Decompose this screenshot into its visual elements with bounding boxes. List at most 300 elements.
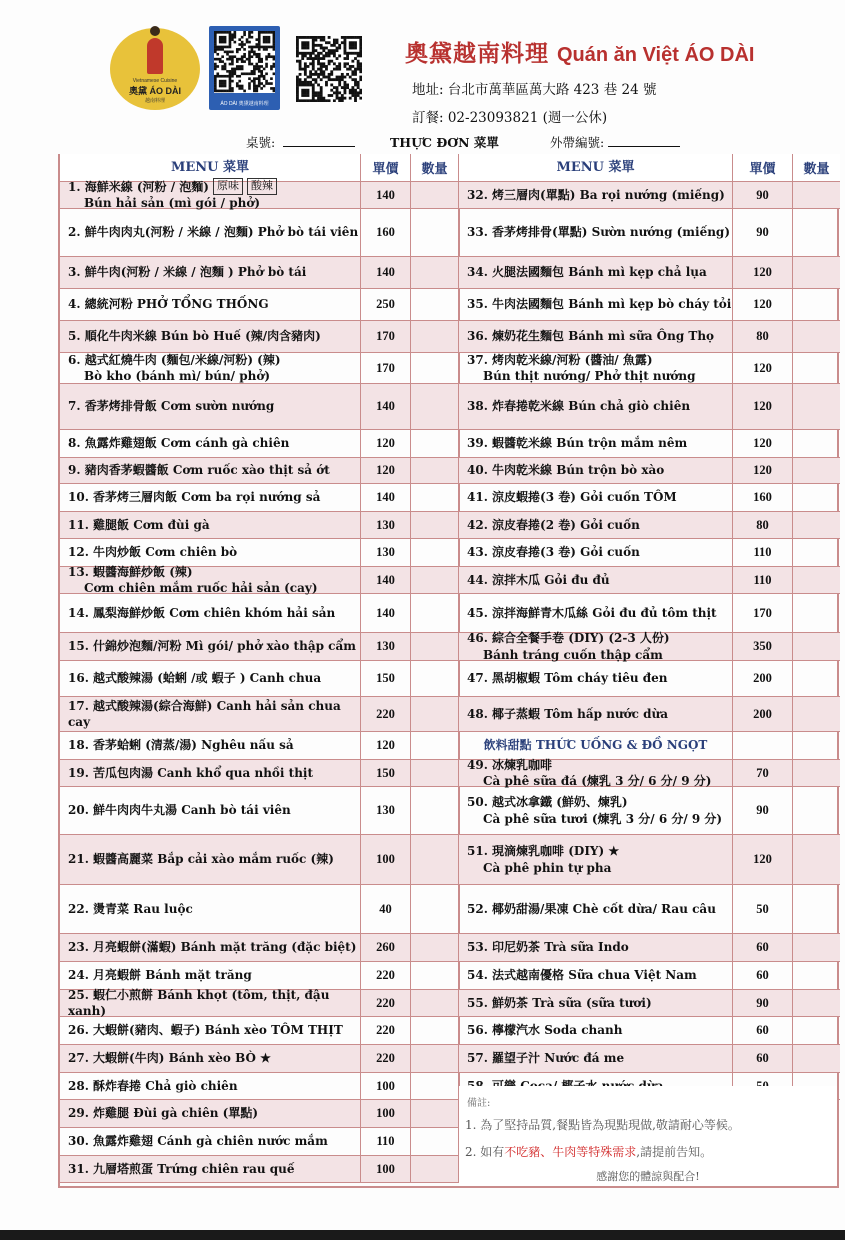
quantity-cell[interactable] <box>411 458 460 483</box>
quantity-cell[interactable] <box>411 633 460 660</box>
quantity-cell[interactable] <box>411 430 460 457</box>
note-2 <box>465 1143 712 1160</box>
second-qr-code[interactable] <box>296 36 362 102</box>
menu-item-row <box>60 1017 460 1045</box>
quantity-cell[interactable] <box>793 885 840 933</box>
quantity-cell[interactable] <box>793 697 840 731</box>
menu-item-row <box>60 633 460 661</box>
item-name <box>60 1017 361 1044</box>
menu-item-row <box>60 787 460 835</box>
item-name <box>60 1100 361 1127</box>
quantity-cell[interactable] <box>411 835 460 884</box>
item-line: 33. 香茅烤排骨(單點) Sườn nướng (miếng) <box>467 225 730 240</box>
qr-caption: ÁO DÀI 奧黛越南料理 <box>220 101 269 107</box>
item-line: 51. 現滴煉乳咖啡 (DIY) ★ <box>467 844 620 859</box>
quantity-cell[interactable] <box>793 321 840 352</box>
menu-item-row <box>459 257 840 289</box>
item-line: Bánh tráng cuốn thập cẩm <box>483 647 663 662</box>
quantity-cell[interactable] <box>793 633 840 660</box>
quantity-cell[interactable] <box>411 661 460 696</box>
quantity-cell[interactable] <box>793 209 840 256</box>
quantity-cell[interactable] <box>793 962 840 989</box>
item-price: 50 <box>733 885 793 933</box>
menu-item-row <box>60 209 460 257</box>
item-price: 單價 <box>361 154 411 181</box>
quantity-cell[interactable] <box>411 1017 460 1044</box>
quantity-cell[interactable] <box>793 384 840 429</box>
item-price: 170 <box>361 321 411 352</box>
menu-item-row <box>60 1045 460 1073</box>
menu-item-row <box>60 1128 460 1156</box>
item-price: 130 <box>361 539 411 566</box>
restaurant-logo <box>110 28 200 110</box>
menu-item-row <box>60 289 460 321</box>
menu-item-row <box>60 1073 460 1100</box>
item-name <box>459 787 733 834</box>
item-name <box>459 458 733 483</box>
table-number-field[interactable] <box>246 133 355 151</box>
item-price: 170 <box>361 353 411 383</box>
quantity-cell[interactable] <box>793 353 840 383</box>
menu-item-row <box>60 760 460 787</box>
qr-code-icon <box>296 36 362 102</box>
quantity-cell[interactable] <box>411 257 460 288</box>
item-line: 10. 香茅烤三層肉飯 Cơm ba rọi nướng sả <box>68 490 321 505</box>
quantity-cell[interactable] <box>411 962 460 989</box>
phone: 訂餐: 02-23093821 (週一公休) <box>412 110 608 126</box>
item-line: Bún hải sản (mì gói / phở) <box>84 196 261 211</box>
item-name <box>60 697 361 731</box>
menu-item-row <box>60 987 460 1018</box>
item-price: 120 <box>733 835 793 884</box>
menu-item-row <box>459 990 840 1017</box>
column-header-qty: 數量 <box>411 154 460 181</box>
menu-heading: THỰC ĐƠN 菜單 <box>390 135 499 150</box>
logo-subtitle: 越南料理 <box>144 98 165 104</box>
item-price: 60 <box>733 1045 793 1072</box>
menu-item-row <box>459 353 840 384</box>
quantity-cell[interactable] <box>793 484 840 511</box>
menu-item-row <box>459 885 840 934</box>
item-name <box>60 760 361 786</box>
quantity-cell[interactable] <box>411 1156 460 1182</box>
item-name <box>60 209 361 256</box>
takeout-number-field[interactable] <box>550 133 680 151</box>
quantity-cell[interactable] <box>411 209 460 256</box>
item-price: 90 <box>733 209 793 256</box>
item-name <box>459 885 733 933</box>
item-name <box>60 512 361 538</box>
item-line: Cà phê phin tự pha <box>483 860 612 875</box>
item-line: 45. 涼拌海鮮青木瓜絲 Gỏi đu đủ tôm thịt <box>467 605 717 620</box>
item-price: 110 <box>733 567 793 593</box>
menu-item-row <box>459 458 840 484</box>
item-line: 7. 香茅烤排骨飯 Cơm sườn nướng <box>68 399 275 414</box>
quantity-cell[interactable] <box>793 661 840 696</box>
menu-item-row <box>459 962 840 990</box>
item-line: 飲料甜點 THỨC UỐNG & ĐỒ NGỌT <box>483 738 708 753</box>
item-line: 30. 魚露炸雞翅 Cánh gà chiên nước mắm <box>68 1134 328 1149</box>
item-name <box>459 697 733 731</box>
item-line: 49. 冰煉乳咖啡 <box>467 757 553 772</box>
item-line: 32. 烤三層肉(單點) Ba rọi nướng (miếng) <box>467 187 725 202</box>
item-name <box>459 835 733 884</box>
title-chinese: 奧黛越南料理 <box>405 40 549 67</box>
menu-item-row <box>60 257 460 289</box>
item-name <box>459 484 733 511</box>
item-name <box>459 567 733 593</box>
notes-label: 備註: <box>467 1098 491 1109</box>
item-name <box>459 990 733 1016</box>
item-name <box>60 484 361 511</box>
item-line: 13. 蝦醬海鮮炒飯 (辣) <box>68 564 193 579</box>
item-line: 37. 烤肉乾米線/河粉 (醬油/ 魚露) <box>467 352 653 367</box>
item-line: 19. 苦瓜包肉湯 Canh khổ qua nhồi thịt <box>68 765 314 780</box>
item-line: 56. 檸檬汽水 Soda chanh <box>467 1023 623 1038</box>
item-price: 120 <box>733 430 793 457</box>
menu-item-row <box>459 289 840 321</box>
item-name <box>60 594 361 632</box>
menu-item-row <box>60 353 460 384</box>
item-line: Cà phê sữa tươi (煉乳 3 分/ 6 分/ 9 分) <box>483 811 723 826</box>
item-line: 53. 印尼奶茶 Trà sữa Indo <box>467 940 629 955</box>
item-line: 17. 越式酸辣湯(綜合海鮮) Canh hải sản chua cay <box>68 698 341 729</box>
menu-item-row <box>60 384 460 430</box>
item-price: 110 <box>733 539 793 566</box>
item-price: 160 <box>733 484 793 511</box>
item-price: 40 <box>361 885 411 933</box>
quantity-cell[interactable] <box>411 1128 460 1155</box>
quantity-cell[interactable] <box>793 787 840 834</box>
menu-item-row <box>459 484 840 512</box>
item-price: 220 <box>361 962 411 989</box>
menu-item-row <box>459 594 840 633</box>
menu-item-row <box>60 458 460 484</box>
flavor-option-button[interactable]: 原味 <box>213 178 243 195</box>
quantity-cell[interactable] <box>411 567 460 593</box>
item-price: 110 <box>361 1128 411 1155</box>
quantity-cell[interactable] <box>793 732 840 759</box>
address: 地址: 台北市萬華區萬大路 423 巷 24 號 <box>412 82 657 98</box>
quantity-cell[interactable] <box>793 458 840 483</box>
menu-item-row <box>60 697 460 732</box>
item-price: 60 <box>733 934 793 961</box>
item-line: 24. 月亮蝦餅 Bánh mặt trăng <box>68 968 252 983</box>
item-line: 27. 大蝦餅(牛肉) Bánh xèo BÒ ★ <box>68 1051 271 1066</box>
notes-box <box>459 1086 837 1186</box>
menu-item-row <box>60 594 460 633</box>
item-price: 200 <box>733 697 793 731</box>
takeout-blank[interactable] <box>608 135 680 147</box>
item-line: 15. 什錦炒泡麵/河粉 Mì gói/ phở xào thập cẩm <box>68 639 356 654</box>
item-line: 38. 炸春捲乾米線 Bún chả giò chiên <box>467 399 691 414</box>
menu-item-row <box>459 539 840 567</box>
quantity-cell[interactable] <box>793 567 840 593</box>
item-price: 80 <box>733 321 793 352</box>
column-header-menu: MENU 菜單 <box>60 154 361 181</box>
item-price: 120 <box>733 458 793 483</box>
menu-item-row <box>459 182 840 209</box>
item-name <box>60 257 361 288</box>
quantity-cell[interactable] <box>411 1045 460 1072</box>
quantity-cell[interactable] <box>793 1017 840 1044</box>
ao-dai-figure-icon <box>147 38 163 74</box>
restaurant-title <box>405 35 754 68</box>
item-name <box>60 353 361 383</box>
menu-item-row <box>60 484 460 512</box>
item-price: 90 <box>733 182 793 208</box>
item-price: 260 <box>361 934 411 961</box>
menu-item-row <box>459 1017 840 1045</box>
menu-item-row <box>459 384 840 430</box>
quantity-cell[interactable] <box>793 760 840 786</box>
logo-name: 奧黛 ÁO DÀI <box>128 86 181 96</box>
menu-item-row <box>459 934 840 962</box>
item-name <box>459 430 733 457</box>
menu-item-row <box>60 564 460 595</box>
item-name <box>60 835 361 884</box>
item-name <box>60 430 361 457</box>
item-price: 130 <box>361 633 411 660</box>
item-line: 3. 鮮牛肉(河粉 / 米線 / 泡麵 ) Phở bò tái <box>68 265 307 280</box>
quantity-cell[interactable] <box>793 289 840 320</box>
quantity-cell[interactable] <box>793 594 840 632</box>
quantity-cell[interactable] <box>411 484 460 511</box>
item-line: 54. 法式越南優格 Sữa chua Việt Nam <box>467 968 697 983</box>
item-line: 35. 牛肉法國麵包 Bánh mì kẹp bò cháy tỏi <box>467 297 732 312</box>
quantity-cell[interactable] <box>793 835 840 884</box>
item-price: 70 <box>733 760 793 786</box>
item-name <box>459 289 733 320</box>
item-line: 31. 九層塔煎蛋 Trứng chiên rau quế <box>68 1161 295 1176</box>
item-name <box>60 564 361 595</box>
item-line: 8. 魚露炸雞翅飯 Cơm cánh gà chiên <box>68 436 290 451</box>
item-line: 25. 蝦仁小煎餅 Bánh khọt (tôm, thịt, đậu xanh) <box>68 987 330 1018</box>
quantity-cell[interactable] <box>411 182 460 208</box>
menu-item-row <box>459 787 840 835</box>
table-blank[interactable] <box>283 135 355 147</box>
item-line: 16. 越式酸辣湯 (蛤蜊 /或 蝦子 ) Canh chua <box>68 671 322 686</box>
item-line: Bò kho (bánh mì/ bún/ phở) <box>84 369 271 383</box>
quantity-cell[interactable] <box>411 697 460 731</box>
menu-item-row <box>60 1100 460 1128</box>
menu-item-row <box>459 697 840 732</box>
item-name <box>459 757 733 788</box>
quantity-cell[interactable] <box>411 384 460 429</box>
item-price: 90 <box>733 990 793 1016</box>
item-line: 43. 涼皮春捲(3 卷) Gỏi cuốn <box>467 545 640 560</box>
note-2-start: 2. 如有 <box>465 1145 505 1159</box>
item-line: 6. 越式紅燒牛肉 (麵包/米線/河粉) (辣) <box>68 352 281 367</box>
item-line: Cơm chiên mắm ruốc hải sản (cay) <box>84 581 318 595</box>
item-line: 29. 炸雞腿 Đùi gà chiên (單點) <box>68 1106 259 1121</box>
menu-item-row <box>60 512 460 539</box>
item-line: 5. 順化牛肉米線 Bún bò Huế (辣/肉含豬肉) <box>68 329 321 344</box>
menu-item-row <box>60 885 460 934</box>
table-label: 桌號: <box>246 135 276 150</box>
item-price: 140 <box>361 384 411 429</box>
quantity-cell[interactable] <box>411 787 460 834</box>
quantity-cell[interactable] <box>411 1073 460 1099</box>
item-line: 2. 鮮牛肉肉丸(河粉 / 米線 / 泡麵) Phở bò tái viên <box>68 225 359 240</box>
quantity-cell[interactable] <box>411 353 460 383</box>
quantity-cell[interactable] <box>411 321 460 352</box>
item-price: 150 <box>361 760 411 786</box>
item-line: 22. 燙青菜 Rau luộc <box>68 901 193 916</box>
quantity-cell[interactable] <box>411 760 460 786</box>
item-price: 140 <box>361 484 411 511</box>
menu-item-row <box>459 661 840 697</box>
item-line: Cà phê sữa đá (煉乳 3 分/ 6 分/ 9 分) <box>483 774 712 788</box>
quantity-cell[interactable] <box>411 512 460 538</box>
item-name <box>60 633 361 660</box>
item-name <box>459 594 733 632</box>
item-price: 200 <box>733 661 793 696</box>
qr-code-icon <box>214 31 275 93</box>
item-line: 44. 涼拌木瓜 Gỏi đu đủ <box>467 572 610 587</box>
item-line: 4. 總統河粉 PHỞ TỔNG THỐNG <box>68 297 269 312</box>
item-price: 120 <box>361 458 411 483</box>
item-price: 60 <box>733 1017 793 1044</box>
menu-item-row <box>60 430 460 458</box>
menu-item-row <box>60 539 460 567</box>
menu-item-row <box>60 732 460 760</box>
quantity-cell[interactable] <box>793 257 840 288</box>
quantity-cell[interactable] <box>411 594 460 632</box>
section-title <box>459 732 733 759</box>
item-price: 150 <box>361 661 411 696</box>
item-price: 220 <box>361 990 411 1016</box>
item-line: 39. 蝦醬乾米線 Bún trộn mắm nêm <box>467 436 688 451</box>
item-line: 42. 涼皮春捲(2 卷) Gỏi cuốn <box>467 517 640 532</box>
item-line: 12. 牛肉炒飯 Cơm chiên bò <box>68 545 238 560</box>
menu-item-row <box>459 512 840 539</box>
item-line: 41. 涼皮蝦捲(3 卷) Gỏi cuốn TÔM <box>467 490 677 505</box>
item-price: 130 <box>361 787 411 834</box>
quantity-cell[interactable] <box>793 539 840 566</box>
item-line: 20. 鮮牛肉肉牛丸湯 Canh bò tái viên <box>68 803 291 818</box>
item-name <box>60 1128 361 1155</box>
item-line: 14. 鳳梨海鮮炒飯 Cơm chiên khóm hải sản <box>68 605 336 620</box>
item-name <box>60 787 361 834</box>
item-price <box>733 732 793 759</box>
item-price: 120 <box>733 353 793 383</box>
column-header-qty: 數量 <box>793 154 840 181</box>
quantity-cell[interactable] <box>411 539 460 566</box>
quantity-cell[interactable] <box>793 430 840 457</box>
menu-item-row <box>60 179 460 211</box>
item-name <box>459 962 733 989</box>
item-price: 單價 <box>733 154 793 181</box>
item-line: 55. 鮮奶茶 Trà sữa (sữa tươi) <box>467 995 652 1010</box>
item-line: 9. 豬肉香茅蝦醬飯 Cơm ruốc xào thịt sả ớt <box>68 463 330 478</box>
item-name <box>459 321 733 352</box>
item-line: 1. 海鮮米線 (河粉 / 泡麵) <box>68 179 209 194</box>
menu-item-row <box>459 633 840 661</box>
item-name <box>459 209 733 256</box>
item-name <box>459 539 733 566</box>
menu-item-row <box>60 962 460 990</box>
item-price: 350 <box>733 633 793 660</box>
item-name <box>60 179 361 211</box>
menu-item-row <box>60 1156 460 1183</box>
item-name <box>60 458 361 483</box>
item-name <box>60 384 361 429</box>
item-price: 140 <box>361 594 411 632</box>
quantity-cell[interactable] <box>793 512 840 538</box>
item-price: 220 <box>361 1045 411 1072</box>
item-name <box>60 1156 361 1182</box>
menu-item-row <box>459 1045 840 1073</box>
item-price: 100 <box>361 1073 411 1099</box>
item-line: 11. 雞腿飯 Cơm đùi gà <box>68 517 210 532</box>
quantity-cell[interactable] <box>793 182 840 208</box>
quantity-cell[interactable] <box>411 934 460 961</box>
quantity-cell[interactable] <box>411 885 460 933</box>
item-price: 120 <box>733 384 793 429</box>
item-line: 52. 椰奶甜湯/果凍 Chè cốt dừa/ Rau câu <box>467 901 716 916</box>
item-name <box>459 512 733 538</box>
item-price: 160 <box>361 209 411 256</box>
item-price: 120 <box>361 430 411 457</box>
quantity-cell[interactable] <box>411 289 460 320</box>
item-name <box>60 962 361 989</box>
item-line: 23. 月亮蝦餅(滿蝦) Bánh mặt trăng (đặc biệt) <box>68 940 357 955</box>
item-name <box>60 321 361 352</box>
note-1: 1. 為了堅持品質,餐點皆為現點現做,敬請耐心等候。 <box>465 1118 740 1132</box>
item-name <box>459 934 733 961</box>
menu-item-row <box>60 835 460 885</box>
logo-tagline: Vietnamese Cuisine <box>132 78 178 84</box>
menu-item-row <box>459 567 840 594</box>
flavor-option-button[interactable]: 酸辣 <box>247 178 277 195</box>
item-line-with-options <box>68 178 277 195</box>
item-name <box>459 182 733 208</box>
quantity-cell[interactable] <box>793 1045 840 1072</box>
item-name <box>459 384 733 429</box>
item-price: 60 <box>733 962 793 989</box>
item-line: 46. 綜合全餐手卷 (DIY) (2-3 人份) <box>467 631 670 646</box>
item-name <box>459 1017 733 1044</box>
quantity-cell[interactable] <box>411 1100 460 1127</box>
item-name <box>60 539 361 566</box>
item-price: 140 <box>361 257 411 288</box>
item-price: 140 <box>361 182 411 208</box>
item-price: 120 <box>733 289 793 320</box>
item-price: 140 <box>361 567 411 593</box>
item-line: 57. 羅望子汁 Nước đá me <box>467 1051 625 1066</box>
line-qr-code[interactable] <box>209 26 280 110</box>
column-header-menu: MENU 菜單 <box>459 154 733 181</box>
item-name <box>60 1073 361 1099</box>
quantity-cell[interactable] <box>411 732 460 759</box>
item-price: 100 <box>361 1100 411 1127</box>
item-line: 28. 酥炸春捲 Chả giò chiên <box>68 1078 238 1093</box>
takeout-label: 外帶編號: <box>550 135 605 150</box>
item-name <box>459 1045 733 1072</box>
item-line: 48. 椰子蒸蝦 Tôm hấp nước dừa <box>467 706 669 721</box>
item-name <box>60 885 361 933</box>
quantity-cell[interactable] <box>411 990 460 1016</box>
item-price: 120 <box>733 257 793 288</box>
item-name <box>60 934 361 961</box>
menu-item-row <box>459 757 840 788</box>
menu-item-row <box>60 934 460 962</box>
quantity-cell[interactable] <box>793 934 840 961</box>
menu-item-row <box>60 321 460 353</box>
quantity-cell[interactable] <box>793 990 840 1016</box>
item-price: 120 <box>361 732 411 759</box>
